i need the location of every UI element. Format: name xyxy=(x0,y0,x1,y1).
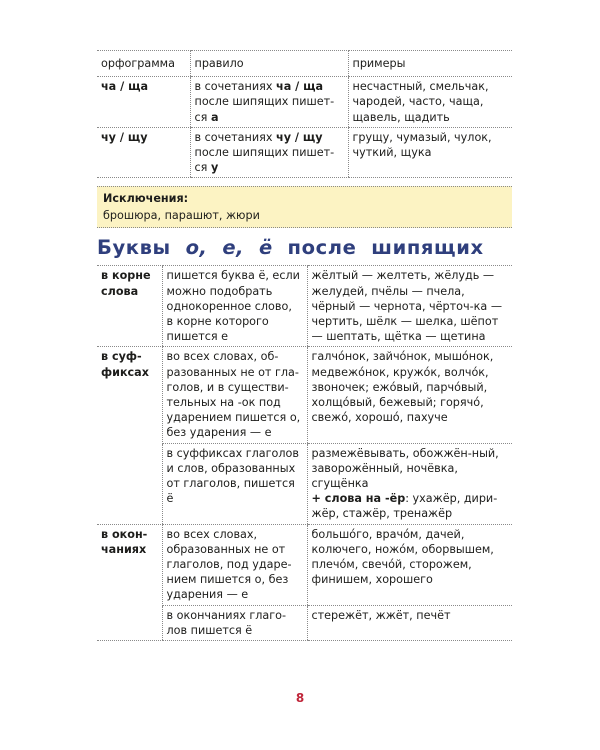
vowels-after-sibilants-table xyxy=(97,265,512,641)
position-cell: в корне слова xyxy=(97,266,162,347)
header-spelling: орфограмма xyxy=(97,51,190,77)
exceptions-heading: Исключения: xyxy=(103,192,189,206)
page-content xyxy=(97,50,512,641)
examples-cell xyxy=(307,443,512,524)
table-row xyxy=(97,77,512,128)
examples-text: размежёвывать, обожжён-ный, заворожённый, ночёвка, сгущёнка xyxy=(311,446,499,491)
exceptions-text: брошюра, парашют, жюри xyxy=(103,209,260,223)
rule-cell: пишется буква ё, если можно подобрать однокоренное слово, в корне которого пишется е xyxy=(162,266,307,347)
rule-cell: в суффиксах глаголов и слов, образованных от глаголов, пишется ё xyxy=(162,443,307,524)
examples-cell: галчóнок, зайчóнок, мышóнок, медвежóнок, кружóк, волчóк, звоночек; ежóвый, парчóвый, холщóвый, бежевый; горячó, свежó, хорошó, пахуче xyxy=(307,347,512,443)
title-letters: о, е, ё xyxy=(185,236,273,260)
examples-cell: стережёт, жжёт, печёт xyxy=(307,605,512,640)
position-cell: в окон-чаниях xyxy=(97,524,162,640)
section-title xyxy=(97,236,512,259)
table-row xyxy=(97,524,512,605)
spelling-cell: ча / ща xyxy=(97,77,190,128)
rule-text: в сочетаниях xyxy=(194,80,277,94)
spelling-cell: чу / щу xyxy=(97,127,190,178)
page-number: 8 xyxy=(295,691,305,705)
rule-cell: во всех словах, образованных не от глаголов, под ударе-нием пишется о, без ударения — е xyxy=(162,524,307,605)
header-rule: правило xyxy=(190,51,348,77)
spelling-table xyxy=(97,50,512,178)
examples-extra: : ухажёр, дири-жёр, стажёр, тренажёр xyxy=(311,492,498,521)
examples-cell: большóго, врачóм, дачей, колючего, ножóм, оборвышем, плечóм, свечóй, сторожем, финишем, хорошего xyxy=(307,524,512,605)
table-row xyxy=(97,127,512,178)
rule-bold: чу / щу xyxy=(276,130,323,144)
rule-cell xyxy=(190,77,348,128)
examples-cell: жёлтый — желтеть, жёлудь — желудей, пчёлы — пчела, чёрный — чернота, чёрточ-ка — чертить, шёлк — шелка, шёпот — шептать, щётка — щетина xyxy=(307,266,512,347)
rule-text: в сочетаниях xyxy=(194,130,277,144)
header-examples: примеры xyxy=(348,51,512,77)
title-prefix: Буквы xyxy=(97,236,186,260)
table-row xyxy=(97,347,512,443)
position-cell: в суф-фиксах xyxy=(97,347,162,524)
rule-cell xyxy=(190,127,348,178)
exceptions-box xyxy=(97,186,512,228)
rule-letter: у xyxy=(210,161,219,175)
rule-cell: во всех словах, об-разованных не от гла-голов, и в существи-тельных на -ок под ударением пишется о, без ударения — е xyxy=(162,347,307,443)
rule-letter: а xyxy=(210,110,219,124)
title-suffix: после шипящих xyxy=(272,236,484,260)
rule-cell: в окончаниях глаго-лов пишется ё xyxy=(162,605,307,640)
examples-cell: несчастный, смельчак, чародей, часто, чаща, щавель, щадить xyxy=(348,77,512,128)
rule-text: после шипящих пишет-ся xyxy=(194,146,335,175)
rule-text: после шипящих пишет-ся xyxy=(194,95,335,124)
rule-bold: ча / ща xyxy=(276,80,324,94)
examples-extra-bold: + слова на -ёр xyxy=(311,492,406,506)
examples-cell: грущу, чумазый, чулок, чуткий, щука xyxy=(348,127,512,178)
table-row xyxy=(97,266,512,347)
table-header-row xyxy=(97,51,512,77)
